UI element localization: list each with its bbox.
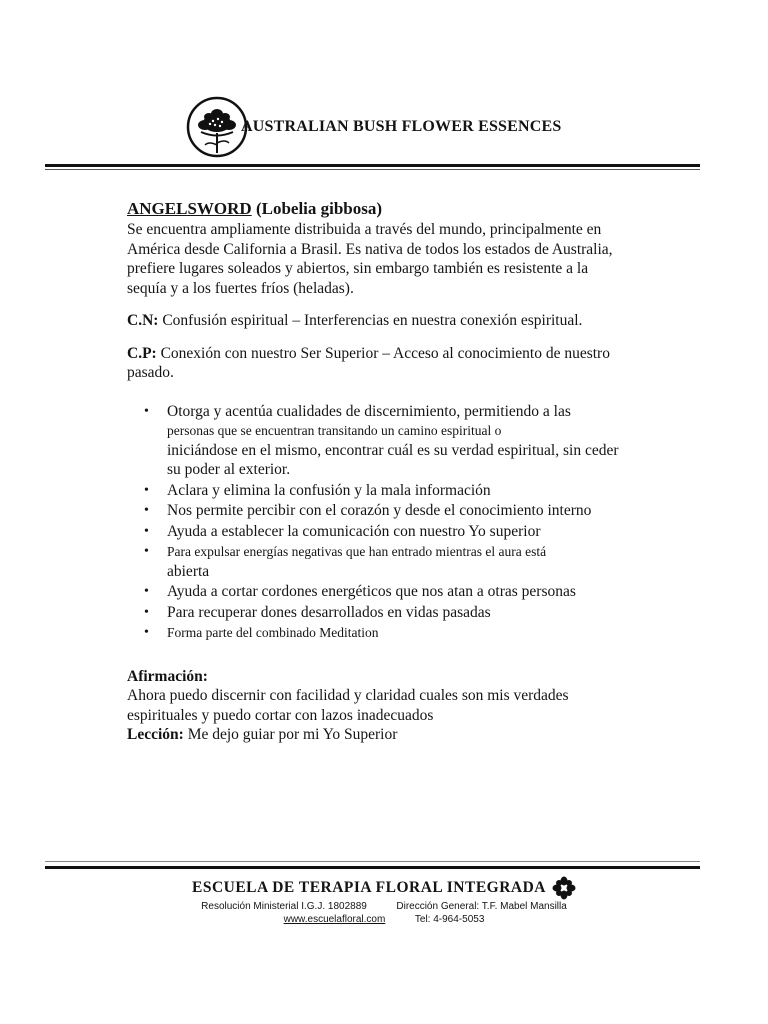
list-item-text: Forma parte del combinado Meditation	[167, 625, 379, 640]
phone-text: Tel: 4-964-5053	[414, 914, 485, 925]
bullet-icon: •	[144, 544, 149, 559]
list-item-text: Nos permite percibir con el corazón y desde el conocimiento interno	[167, 502, 592, 519]
cn-label: C.N:	[127, 312, 159, 329]
affirmation-text: Ahora puedo discernir con facilidad y claridad cuales son mis verdades espirituales y puedo cortar con lazos inadecuados	[127, 687, 569, 724]
list-item	[127, 481, 627, 501]
footer-contact-line	[0, 913, 768, 926]
bullet-icon: •	[144, 625, 149, 640]
list-item	[127, 501, 627, 521]
list-item-text: Aclara y elimina la confusión y la mala información	[167, 481, 491, 499]
footer	[0, 876, 768, 926]
list-item-text: iniciándose en el mismo, encontrar cuál es su verdad espiritual, sin ceder su poder al exterior.	[167, 441, 619, 478]
list-item	[127, 402, 627, 480]
waratah-flower-logo-icon	[185, 95, 249, 159]
essence-title	[127, 198, 627, 220]
director-text: Dirección General: T.F. Mabel Mansilla	[396, 901, 567, 912]
cn-text: Confusión espiritual – Interferencias en nuestra conexión espiritual.	[162, 312, 583, 329]
list-item-text: Ayuda a cortar cordones energéticos que nos atan a otras personas	[167, 583, 576, 600]
properties-list	[127, 402, 627, 643]
lesson-text: Me dejo guiar por mi Yo Superior	[187, 726, 398, 743]
list-item	[127, 623, 627, 643]
footer-divider	[45, 866, 700, 869]
list-item	[127, 582, 627, 602]
bullet-icon: •	[144, 503, 149, 518]
header	[185, 95, 562, 159]
bullet-icon: •	[144, 523, 149, 539]
school-name-line	[192, 876, 576, 900]
essence-name: ANGELSWORD	[127, 199, 252, 218]
bullet-icon: •	[144, 403, 149, 419]
bullet-icon: •	[144, 604, 149, 620]
list-item-text: personas que se encuentran transitando un camino espiritual o	[167, 423, 502, 438]
lesson-line	[127, 725, 627, 745]
flower-icon	[552, 876, 576, 900]
essence-latin-name: (Lobelia gibbosa)	[255, 199, 383, 218]
list-item	[127, 522, 627, 542]
cp-text: Conexión con nuestro Ser Superior – Acceso al conocimiento de nuestro pasado.	[127, 344, 610, 381]
website-link[interactable]: www.escuelafloral.com	[283, 914, 386, 925]
header-title: AUSTRALIAN BUSH FLOWER ESSENCES	[241, 118, 562, 135]
footer-info-line	[0, 900, 768, 913]
list-item	[127, 603, 627, 623]
footer-divider-thin	[45, 861, 700, 862]
affirmation-label: Afirmación:	[127, 667, 208, 685]
header-divider-thin	[45, 169, 700, 170]
list-item-text: Ayuda a establecer la comunicación con nuestro Yo superior	[167, 522, 541, 540]
list-item-text: Otorga y acentúa cualidades de discernimiento, permitiendo a las	[167, 402, 571, 420]
cp-line	[127, 344, 627, 383]
list-item-text: Para expulsar energías negativas que han entrado mientras el aura está	[167, 544, 547, 559]
bullet-icon: •	[144, 482, 149, 498]
bullet-icon: •	[144, 584, 149, 599]
essence-content	[127, 198, 627, 745]
header-divider	[45, 164, 700, 167]
list-item-text: abierta	[167, 562, 210, 580]
lesson-label: Lección:	[127, 726, 184, 743]
resolution-text: Resolución Ministerial I.G.J. 1802889	[201, 901, 367, 912]
list-item	[127, 542, 627, 581]
school-name: ESCUELA DE TERAPIA FLORAL INTEGRADA	[192, 879, 546, 896]
cn-line	[127, 311, 627, 331]
list-item-text: Para recuperar dones desarrollados en vidas pasadas	[167, 603, 491, 621]
essence-description: Se encuentra ampliamente distribuida a través del mundo, principalmente en América desde California a Brasil. Es nativa de todos los estados de Australia, prefiere lugares soleados y abiertos, sin embargo también es resistente a la sequía y a los fuertes fríos (heladas).	[127, 221, 613, 297]
cp-label: C.P:	[127, 344, 157, 362]
